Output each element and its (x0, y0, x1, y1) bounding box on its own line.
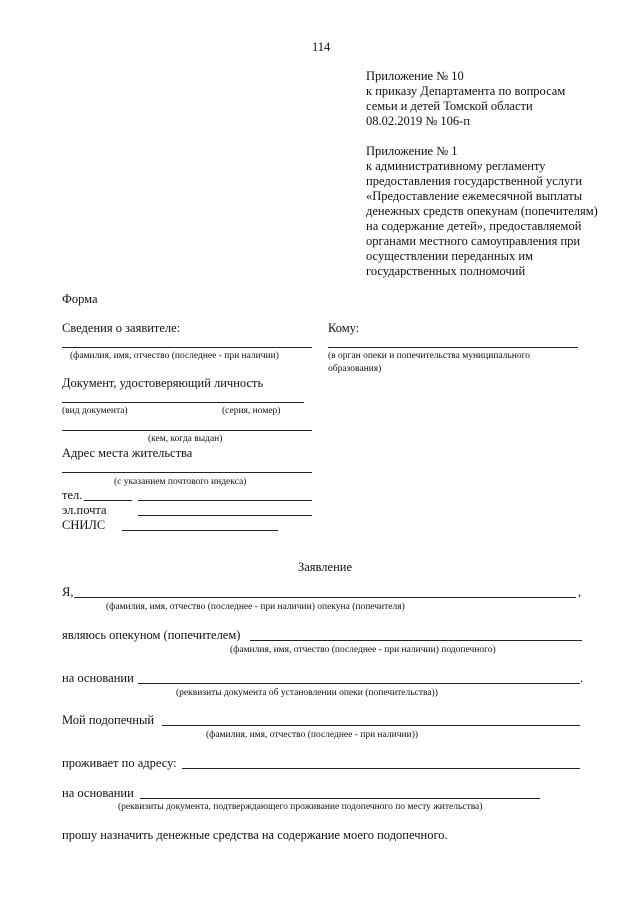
ward-fio-hint: (фамилия, имя, отчество (последнее - при наличии) подопечного) (230, 645, 496, 655)
recipient-line[interactable] (328, 347, 578, 348)
request-text: прошу назначить денежные средства на содержание моего подопечного. (62, 828, 448, 842)
id-document-heading: Документ, удостоверяющий личность (62, 376, 264, 390)
recipient-hint-2: образования) (328, 364, 382, 374)
applicant-heading: Сведения о заявителе: (62, 321, 181, 335)
page-number: 114 (312, 40, 331, 54)
ward-hint: (фамилия, имя, отчество (последнее - при наличии)) (206, 730, 419, 740)
ya-label: Я, (62, 585, 74, 599)
guardian-fio-line[interactable] (74, 597, 576, 598)
basis2-label: на основании (62, 786, 134, 800)
statement-title: Заявление (298, 560, 353, 574)
ward-label: Мой подопечный (62, 713, 155, 727)
header-line: государственных полномочий (366, 264, 526, 278)
ward-fio-line[interactable] (250, 640, 582, 641)
phone-line-a[interactable] (84, 500, 132, 501)
issued-by-line[interactable] (62, 430, 312, 431)
header-line: Приложение № 10 (366, 69, 464, 83)
header-line: 08.02.2019 № 106-п (366, 114, 471, 128)
snils-label: СНИЛС (62, 518, 106, 532)
address-line[interactable] (62, 472, 312, 473)
doc-type-hint: (вид документа) (62, 406, 128, 416)
resides-label: проживает по адресу: (62, 756, 177, 770)
series-hint: (серия, номер) (222, 406, 281, 416)
email-line[interactable] (138, 515, 312, 516)
form-label: Форма (62, 292, 98, 306)
header-line: предоставления государственной услуги (366, 174, 583, 188)
basis2-hint: (реквизиты документа, подтверждающего проживание подопечного по месту жительства) (118, 802, 483, 812)
ward-line[interactable] (162, 725, 580, 726)
address-heading: Адрес места жительства (62, 446, 193, 460)
id-document-line[interactable] (62, 402, 304, 403)
applicant-fio-line[interactable] (62, 347, 312, 348)
recipient-heading: Кому: (328, 321, 360, 335)
header-line: к приказу Департамента по вопросам (366, 84, 566, 98)
recipient-hint-1: (в орган опеки и попечительства муниципального (328, 351, 531, 361)
header-appendix-1 (366, 144, 598, 279)
header-line: к административному регламенту (366, 159, 546, 173)
header-line: органами местного самоуправления при (366, 234, 581, 248)
header-line: на содержание детей», предоставляемой (366, 219, 582, 233)
guardian-label: являюсь опекуном (попечителем) (62, 628, 241, 642)
header-appendix-10 (366, 69, 565, 129)
basis-line[interactable] (138, 683, 580, 684)
phone-label: тел. (62, 488, 83, 502)
address-ward-line[interactable] (182, 768, 580, 769)
basis-label: на основании (62, 671, 134, 685)
phone-line-b[interactable] (138, 500, 312, 501)
email-label: эл.почта (62, 503, 107, 517)
basis-hint: (реквизиты документа об установлении опеки (попечительства)) (176, 688, 438, 698)
applicant-fio-hint: (фамилия, имя, отчество (последнее - при наличии) (70, 351, 279, 361)
issued-by-hint: (кем, когда выдан) (148, 434, 223, 444)
guardian-fio-hint: (фамилия, имя, отчество (последнее - при наличии) опекуна (попечителя) (106, 602, 405, 612)
header-line: семьи и детей Томской области (366, 99, 533, 113)
snils-line[interactable] (122, 530, 278, 531)
ya-end: , (578, 585, 582, 599)
basis-end: . (580, 671, 584, 685)
basis2-line[interactable] (140, 798, 540, 799)
header-line: «Предоставление ежемесячной выплаты (366, 189, 583, 203)
postcode-hint: (с указанием почтового индекса) (114, 477, 247, 487)
header-line: денежных средств опекунам (попечителям) (366, 204, 598, 218)
header-line: осуществлении переданных им (366, 249, 533, 263)
header-line: Приложение № 1 (366, 144, 458, 158)
